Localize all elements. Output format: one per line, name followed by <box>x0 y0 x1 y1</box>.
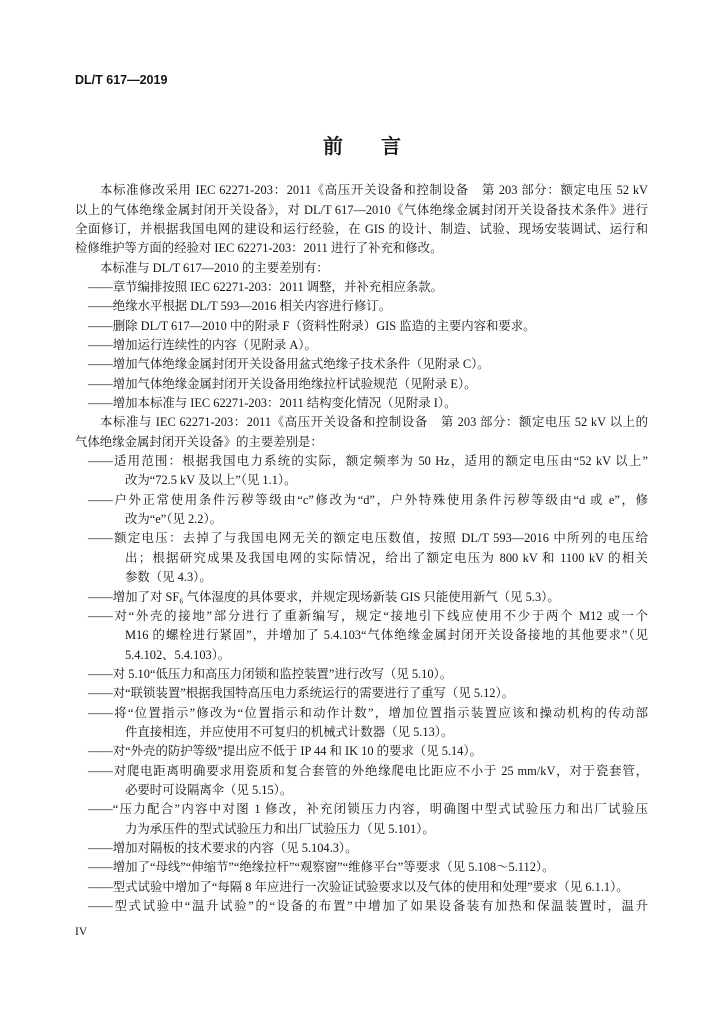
difference-item-line: 必要时可设隔离伞（见 5.15）。 <box>125 782 293 797</box>
difference-item-line: ——户外正常使用条件污秽等级由“c”修改为“d”，户外特殊使用条件污秽等级由“d 或 e”，修 <box>88 492 648 507</box>
difference-item-line: ——额定电压：去掉了与我国电网无关的额定电压数值，按照 DL/T 593—2016 中所列的电压给 <box>88 531 648 546</box>
difference-item <box>75 742 648 761</box>
difference-item: ——增加本标准与 IEC 62271-203：2011 结构变化情况（见附录 I）。 <box>88 396 457 411</box>
difference-item-line: ——将“位置指示”修改为“位置指示和动作计数”，增加位置指示装置应该和操动机构的传动部 <box>88 705 648 720</box>
difference-item <box>75 878 648 897</box>
difference-item-line: ——对 5.10“低压力和高压力闭锁和监控装置”进行改写（见 5.10）。 <box>88 666 453 681</box>
difference-item-line: ——对“联锁装置”根据我国特高压电力系统运行的需要进行了重写（见 5.12）。 <box>88 686 515 701</box>
difference-item: ——章节编排按照 IEC 62271-203：2011 调整，并补充相应条款。 <box>88 280 444 295</box>
difference-item-line: ——对“外壳的接地”部分进行了重新编写，规定“接地引下线应使用不少于两个 M12 或一个 <box>88 608 648 623</box>
dlt-2010-difference-list <box>75 259 648 414</box>
difference-item <box>75 800 648 839</box>
difference-item: ——增加气体绝缘金属封闭开关设备用绝缘拉杆试验规范（见附录 E）。 <box>88 376 477 391</box>
difference-item <box>75 897 648 916</box>
difference-item-line: ——型式试验中“温升试验”的“设备的布置”中增加了如果设备装有加热和保温装置时，温升 <box>88 899 648 914</box>
difference-item-line: 出；根据研究成果及我国电网的实际情况，给出了额定电压为 800 kV 和 1100 kV 的相关 <box>125 550 648 565</box>
difference-item-line: ——增加了对 SF₆ 气体湿度的具体要求，并规定现场新装 GIS 只能使用新气（见 5.3）。 <box>88 589 560 604</box>
difference-item <box>75 762 648 801</box>
difference-item <box>75 491 648 530</box>
list-lead: 本标准与 DL/T 617—2010 的主要差别有： <box>100 260 329 275</box>
difference-item-line: ——对爬电距离明确要求用瓷质和复合套管的外绝缘爬电比距应不小于 25 mm/kV，对于瓷套管， <box>88 763 648 778</box>
difference-item-line: 5.4.102、5.4.103）。 <box>125 647 231 662</box>
difference-item-line: ——型式试验中增加了“每隔 8 年应进行一次验证试验要求以及气体的使用和处理”要求（见 6.1.1）。 <box>88 879 629 894</box>
page-number: IV <box>75 926 88 938</box>
intro-line: 全面修订，并根据我国电网的建设和运行经验，在 GIS 的设计、制造、试验、现场安装调试、运行和 <box>75 221 648 236</box>
difference-item-line: ——增加了“母线”“伸缩节”“绝缘拉杆”“观察窗”“维修平台”等要求（见 5.108～5.112）。 <box>88 860 555 875</box>
difference-item-line: ——增加对隔板的技术要求的内容（见 5.104.3）。 <box>88 840 358 855</box>
difference-item-line: 改为“72.5 kV 及以上”（见 1.1）。 <box>125 473 297 488</box>
difference-item: ——增加运行连续性的内容（见附录 A）。 <box>88 338 317 353</box>
difference-item <box>75 529 648 587</box>
intro-line: 本标准修改采用 IEC 62271-203：2011《高压开关设备和控制设备 第 203 部分：额定电压 52 kV <box>100 183 648 198</box>
intro-paragraph <box>75 181 648 258</box>
difference-item: ——绝缘水平根据 DL/T 593—2016 相关内容进行修订。 <box>88 299 391 314</box>
document-code-header: DL/T 617—2019 <box>75 73 168 87</box>
difference-item-line: M16 的螺栓进行紧固”，并增加了 5.4.103“气体绝缘金属封闭开关设备接地的其他要求”（见 <box>125 628 648 643</box>
difference-item: ——增加气体绝缘金属封闭开关设备用盆式绝缘子技术条件（见附录 C）。 <box>88 357 490 372</box>
preface-title: 前 言 <box>323 136 410 158</box>
intro-line: 以上的气体绝缘金属封闭开关设备》，对 DL/T 617—2010《气体绝缘金属封闭开关设备技术条件》进行 <box>75 202 648 217</box>
difference-item-line: ——适用范围：根据我国电力系统的实际，额定频率为 50 Hz，适用的额定电压由“52 kV 以上” <box>88 454 648 469</box>
difference-item-line: 改为“e”（见 2.2）。 <box>125 512 223 527</box>
iec-difference-list <box>75 413 648 916</box>
list-lead-line: 气体绝缘金属封闭开关设备》的主要差别是： <box>75 434 323 449</box>
difference-item <box>75 839 648 858</box>
difference-item <box>75 452 648 491</box>
difference-item <box>75 665 648 684</box>
difference-item-line: ——“压力配合”内容中对图 1 修改，补充闭锁压力内容，明确图中型式试验压力和出厂试验压 <box>88 802 648 817</box>
difference-item-line: 件直接相连，并应使用不可复归的机械式计数器（见 5.13）。 <box>125 724 454 739</box>
difference-item <box>75 684 648 703</box>
difference-item: ——删除 DL/T 617—2010 中的附录 F（资料性附录）GIS 监造的主要内容和要求。 <box>88 318 536 333</box>
difference-item <box>75 858 648 877</box>
difference-item-line: 参数（见 4.3）。 <box>125 570 212 585</box>
difference-item-line: 力为承压件的型式试验压力和出厂试验压力（见 5.101）。 <box>125 821 435 836</box>
preface-body <box>75 181 648 916</box>
difference-item-line: ——对“外壳的防护等级”提出应不低于 IP 44 和 IK 10 的要求（见 5.14）。 <box>88 744 482 759</box>
intro-line: 检修维护等方面的经验对 IEC 62271-203：2011 进行了补充和修改。 <box>75 241 443 256</box>
list-lead-line: 本标准与 IEC 62271-203：2011《高压开关设备和控制设备 第 203 部分：额定电压 52 kV 以上的 <box>100 415 648 430</box>
difference-item <box>75 588 648 607</box>
difference-item <box>75 607 648 665</box>
difference-item <box>75 704 648 743</box>
